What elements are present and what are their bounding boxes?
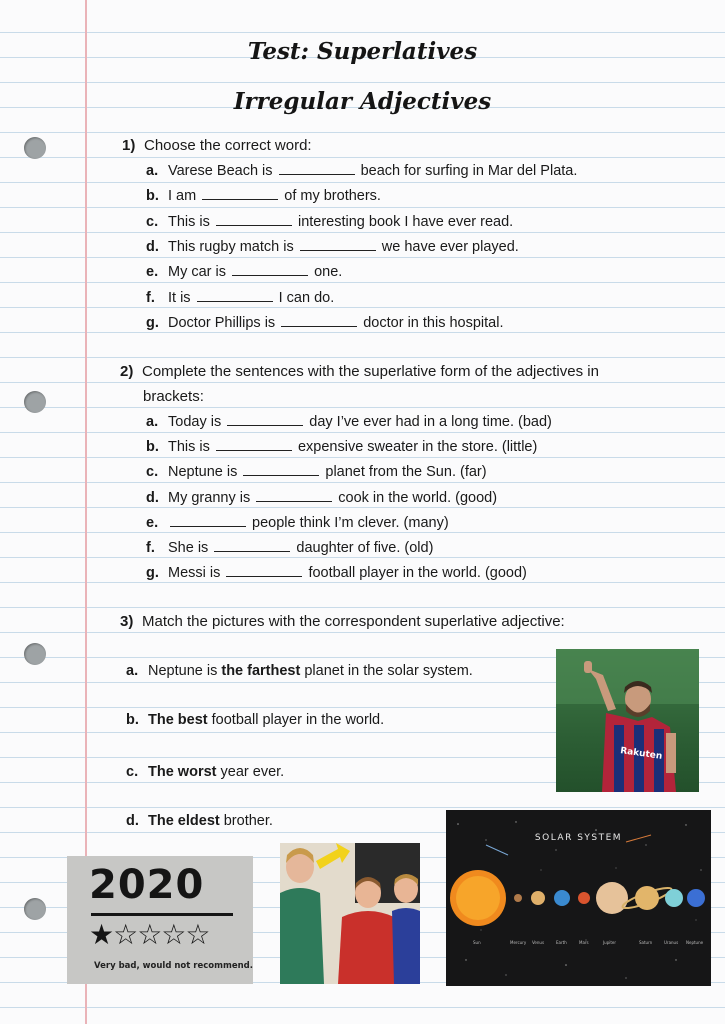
exercise-item: [146, 513, 449, 532]
superlative-phrase: The worst: [148, 764, 217, 780]
binder-hole: [24, 898, 46, 920]
match-text-after: brother.: [219, 813, 273, 829]
item-text-after: beach for surfing in Mar del Plata.: [360, 163, 578, 179]
match-text-after: football player in the world.: [207, 712, 385, 728]
football-player-picture: [556, 649, 699, 792]
item-label: b.: [126, 712, 139, 728]
exercise-item: [146, 538, 433, 557]
planet-label: Uranus: [664, 940, 679, 945]
answer-blank[interactable]: [197, 288, 273, 302]
item-label: a.: [146, 163, 159, 179]
exercise-item: [146, 288, 334, 307]
item-text-before: Neptune is: [168, 464, 238, 481]
match-item: [126, 712, 384, 728]
section-3-heading: [120, 613, 565, 631]
item-label: e.: [146, 264, 159, 281]
item-label: a.: [126, 663, 139, 679]
item-label: d.: [146, 238, 159, 255]
item-text-before: My granny is: [168, 489, 251, 506]
star-rating: ★☆☆☆☆: [89, 918, 210, 951]
match-text-before: Neptune is: [148, 663, 222, 679]
answer-blank[interactable]: [216, 437, 292, 451]
item-text-before: Varese Beach is: [168, 163, 273, 179]
answer-blank[interactable]: [216, 212, 292, 226]
item-text-before: This is: [168, 439, 210, 456]
item-text-before: This is: [168, 213, 210, 230]
section-heading-text: Complete the sentences with the superlative form of the adjectives in: [142, 363, 599, 380]
item-text-before: She is: [168, 540, 209, 556]
year-text: 2020: [89, 862, 205, 908]
item-label: f.: [146, 540, 155, 556]
planet-label: Mercury: [510, 940, 527, 945]
item-text-before: Today is: [168, 414, 222, 430]
exercise-item: [146, 437, 537, 456]
superlative-phrase: The eldest: [148, 813, 220, 829]
exercise-item: [146, 412, 552, 431]
match-text-after: year ever.: [216, 764, 285, 780]
planet-label: Mars: [579, 940, 589, 945]
section-number: 2): [120, 363, 134, 380]
item-text-before: I am: [168, 188, 197, 205]
item-label: d.: [146, 489, 159, 506]
answer-blank[interactable]: [243, 462, 319, 476]
item-label: f.: [146, 289, 155, 306]
item-text-after: doctor in this hospital.: [363, 314, 504, 331]
item-text-after: I can do.: [278, 289, 335, 306]
brothers-illustration: [280, 843, 420, 984]
answer-blank[interactable]: [227, 412, 303, 426]
brothers-picture: [280, 843, 420, 984]
divider: [91, 913, 233, 916]
planet-label: Earth: [556, 940, 567, 945]
answer-blank[interactable]: [226, 563, 302, 577]
item-text-after: football player in the world. (good): [308, 565, 527, 582]
exercise-item: [146, 462, 487, 481]
planet-label: Neptune: [686, 940, 704, 945]
answer-blank[interactable]: [256, 488, 332, 502]
item-text-after: of my brothers.: [284, 188, 381, 205]
year-rating-picture: [67, 856, 253, 984]
item-label: e.: [146, 514, 159, 531]
answer-blank[interactable]: [279, 161, 355, 175]
exercise-item: [146, 313, 503, 332]
answer-blank[interactable]: [281, 313, 357, 327]
item-text-after: planet from the Sun. (far): [325, 464, 487, 481]
exercise-item: [146, 237, 519, 256]
exercise-item: [146, 262, 342, 281]
item-label: a.: [146, 414, 159, 430]
item-text-after: daughter of five. (old): [296, 540, 434, 556]
item-label: b.: [146, 439, 159, 456]
exercise-item: [146, 212, 513, 231]
planet-label: Jupiter: [603, 940, 617, 945]
item-label: g.: [146, 314, 159, 331]
exercise-item: [146, 488, 497, 507]
binder-hole: [24, 391, 46, 413]
match-item: [126, 663, 473, 679]
answer-blank[interactable]: [232, 262, 308, 276]
planet-label: Venus: [532, 940, 545, 945]
section-number: 3): [120, 613, 134, 630]
item-text-before: It is: [168, 289, 191, 306]
answer-blank[interactable]: [214, 538, 290, 552]
match-text-after: planet in the solar system.: [300, 663, 473, 679]
shirt-sponsor: Rakuten: [619, 746, 663, 762]
answer-blank[interactable]: [170, 513, 246, 527]
answer-blank[interactable]: [300, 237, 376, 251]
football-player-illustration: [556, 649, 699, 792]
item-label: c.: [146, 464, 159, 481]
answer-blank[interactable]: [202, 186, 278, 200]
item-text-after: cook in the world. (good): [338, 489, 498, 506]
planet-label: Sun: [473, 940, 481, 945]
item-text-before: This rugby match is: [168, 238, 294, 255]
section-number: 1): [122, 137, 136, 154]
item-text-after: day I’ve ever had in a long time. (bad): [309, 414, 552, 430]
item-text-after: interesting book I have ever read.: [297, 213, 514, 230]
page-title: Test: Superlatives: [247, 38, 478, 65]
item-text-after: people think I’m clever. (many): [252, 514, 449, 531]
section-heading-text: Match the pictures with the correspondent superlative adjective:: [142, 613, 565, 630]
item-text-before: Doctor Phillips is: [168, 314, 276, 331]
item-text-before: My car is: [168, 264, 226, 281]
item-text-after: expensive sweater in the store. (little): [297, 439, 538, 456]
page-subtitle: Irregular Adjectives: [233, 88, 492, 115]
item-text-before: Messi is: [168, 565, 221, 582]
item-label: d.: [126, 813, 139, 829]
binder-hole: [24, 643, 46, 665]
section-2-heading-cont: brackets:: [143, 388, 204, 405]
exercise-item: [146, 161, 577, 180]
section-heading-text: Choose the correct word:: [144, 137, 312, 154]
planet-label: Saturn: [639, 940, 653, 945]
match-item: [126, 764, 284, 780]
rating-caption: Very bad, would not recommend.: [94, 961, 253, 971]
exercise-item: [146, 186, 381, 205]
superlative-phrase: The best: [148, 712, 208, 728]
item-text-after: we have ever played.: [381, 238, 519, 255]
item-label: c.: [126, 764, 139, 780]
exercise-item: [146, 563, 527, 582]
match-item: [126, 813, 273, 829]
solar-system-picture: [446, 810, 711, 986]
section-1-heading: [122, 137, 312, 155]
item-label: g.: [146, 565, 159, 582]
item-label: b.: [146, 188, 159, 205]
item-text-after: one.: [314, 264, 343, 281]
poster-title: SOLAR SYSTEM: [534, 833, 623, 843]
section-2-heading: [120, 363, 599, 381]
binder-hole: [24, 137, 46, 159]
superlative-phrase: the farthest: [221, 663, 301, 679]
item-label: c.: [146, 213, 159, 230]
